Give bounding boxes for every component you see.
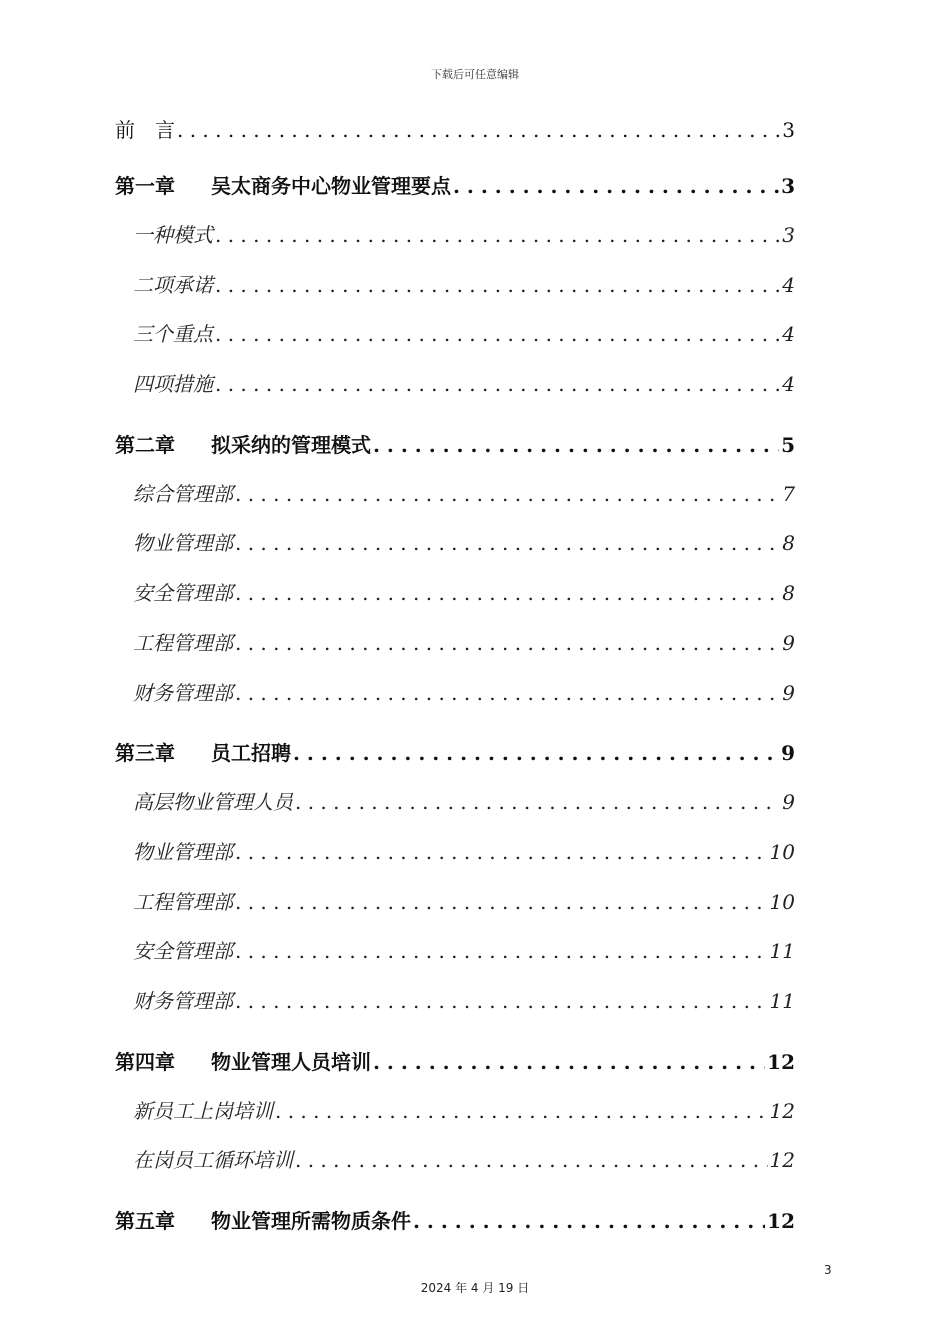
dot-leader — [235, 828, 768, 878]
chapter-title: 物业管理人员培训 — [211, 1049, 371, 1074]
dot-leader — [295, 1136, 768, 1186]
toc-section-entry[interactable] — [115, 977, 795, 1027]
footer-date: 2024 年 4 月 19 日 — [420, 1281, 530, 1295]
dot-leader — [373, 421, 779, 470]
page-number: 3 — [824, 1263, 832, 1277]
section-page: 10 — [769, 839, 795, 864]
section-title: 三个重点 — [133, 322, 213, 347]
toc-section-entry[interactable] — [115, 619, 795, 669]
section-page: 11 — [769, 939, 795, 964]
toc-section-entry[interactable] — [115, 778, 795, 828]
toc-section-entry[interactable] — [115, 828, 795, 878]
section-title: 一种模式 — [133, 223, 213, 247]
chapter-number: 第五章 — [115, 1209, 175, 1233]
section-page: 12 — [769, 1148, 795, 1173]
chapter-title: 吴太商务中心物业管理要点 — [211, 174, 451, 198]
toc-section-entry[interactable] — [115, 519, 795, 569]
section-page: 9 — [782, 680, 795, 705]
section-title: 综合管理部 — [133, 481, 233, 506]
toc-chapter-entry[interactable] — [115, 162, 795, 211]
dot-leader — [235, 519, 780, 569]
section-page: 3 — [782, 223, 795, 247]
toc-section-entry[interactable] — [115, 310, 795, 360]
toc-chapter-entry[interactable] — [115, 421, 795, 470]
toc-section-entry[interactable] — [115, 878, 795, 928]
dot-leader — [215, 360, 780, 410]
section-title: 物业管理部 — [133, 531, 233, 556]
dot-leader — [235, 669, 780, 719]
chapter-page: 12 — [767, 1049, 795, 1074]
toc-entry-page: 3 — [782, 118, 795, 142]
toc-section-entry[interactable] — [115, 927, 795, 977]
toc-chapter-entry[interactable] — [115, 1038, 795, 1087]
dot-leader — [235, 619, 780, 669]
toc-chapter-entry[interactable] — [115, 1197, 795, 1246]
dot-leader — [235, 927, 768, 977]
chapter-page: 3 — [781, 174, 795, 198]
toc-section-entry[interactable] — [115, 1087, 795, 1137]
section-page: 4 — [782, 272, 795, 297]
header-note: 下载后可任意编辑 — [431, 68, 519, 81]
dot-leader — [177, 110, 780, 151]
section-page: 8 — [782, 581, 795, 606]
toc-entry-preface[interactable] — [115, 110, 795, 151]
chapter-number: 第一章 — [115, 174, 175, 198]
toc-section-entry[interactable] — [115, 360, 795, 410]
section-title: 新员工上岗培训 — [133, 1098, 273, 1123]
section-title: 财务管理部 — [133, 988, 233, 1013]
dot-leader — [215, 261, 780, 311]
dot-leader — [295, 778, 780, 828]
toc-entry-title: 前 言 — [115, 118, 175, 142]
table-of-contents — [115, 110, 795, 1246]
dot-leader — [293, 729, 779, 778]
chapter-page: 12 — [767, 1209, 795, 1233]
section-page: 12 — [769, 1098, 795, 1123]
chapter-title: 拟采纳的管理模式 — [211, 432, 371, 457]
section-title: 工程管理部 — [133, 889, 233, 914]
toc-section-entry[interactable] — [115, 211, 795, 261]
section-page: 9 — [782, 630, 795, 655]
section-title: 物业管理部 — [133, 839, 233, 864]
chapter-number: 第二章 — [115, 432, 175, 457]
section-title: 工程管理部 — [133, 630, 233, 655]
section-page: 8 — [782, 531, 795, 556]
toc-section-entry[interactable] — [115, 1136, 795, 1186]
dot-leader — [453, 162, 779, 211]
toc-section-entry[interactable] — [115, 261, 795, 311]
section-page: 11 — [769, 988, 795, 1013]
section-title: 四项措施 — [133, 372, 213, 397]
dot-leader — [235, 470, 780, 520]
section-page: 7 — [782, 481, 795, 506]
section-page: 9 — [782, 790, 795, 815]
toc-section-entry[interactable] — [115, 669, 795, 719]
dot-leader — [235, 878, 768, 928]
chapter-number: 第三章 — [115, 741, 175, 766]
toc-chapter-entry[interactable] — [115, 729, 795, 778]
chapter-number: 第四章 — [115, 1049, 175, 1074]
dot-leader — [215, 211, 780, 261]
dot-leader — [235, 977, 768, 1027]
section-title: 高层物业管理人员 — [133, 790, 293, 815]
section-page: 4 — [782, 322, 795, 347]
section-title: 安全管理部 — [133, 939, 233, 964]
section-title: 二项承诺 — [133, 272, 213, 297]
chapter-title: 员工招聘 — [211, 741, 291, 766]
dot-leader — [373, 1038, 765, 1087]
section-title: 安全管理部 — [133, 581, 233, 606]
section-page: 10 — [769, 889, 795, 914]
toc-section-entry[interactable] — [115, 569, 795, 619]
chapter-title: 物业管理所需物质条件 — [211, 1209, 411, 1233]
toc-section-entry[interactable] — [115, 470, 795, 520]
section-title: 财务管理部 — [133, 680, 233, 705]
dot-leader — [215, 310, 780, 360]
section-page: 4 — [782, 372, 795, 397]
chapter-page: 5 — [781, 432, 795, 457]
dot-leader — [413, 1197, 765, 1246]
section-title: 在岗员工循环培训 — [133, 1148, 293, 1173]
chapter-page: 9 — [781, 741, 795, 766]
dot-leader — [235, 569, 780, 619]
dot-leader — [275, 1087, 768, 1137]
